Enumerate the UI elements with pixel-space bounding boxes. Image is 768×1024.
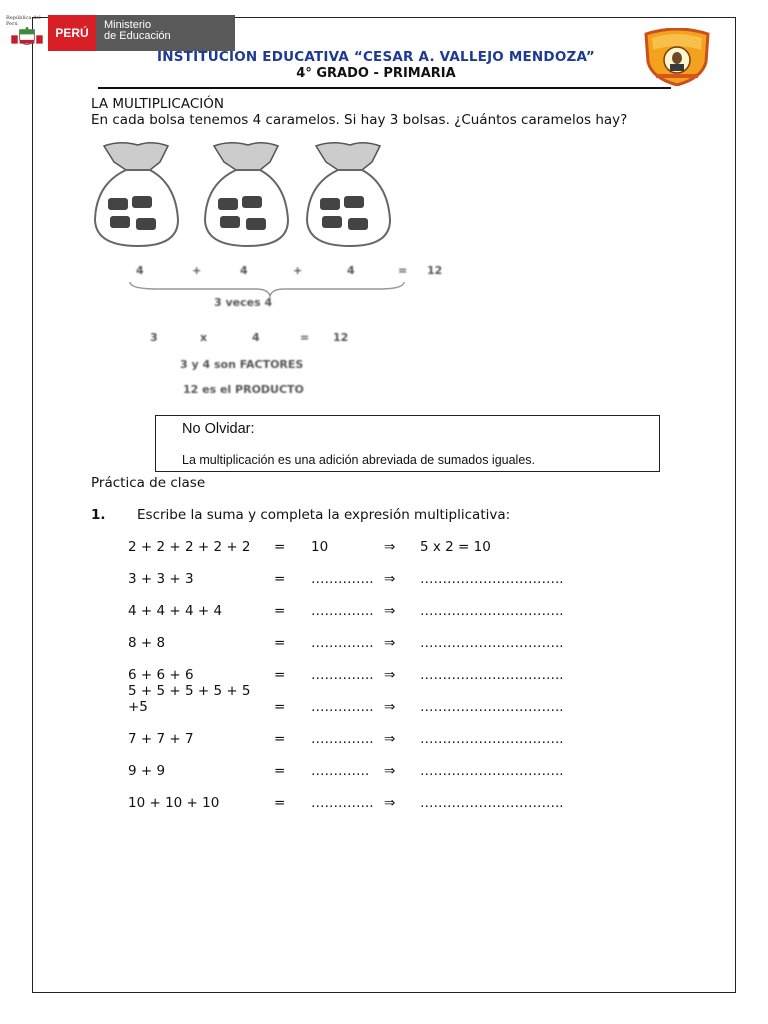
answer-blank[interactable]: ………….. bbox=[311, 699, 374, 715]
factor: 3 bbox=[150, 331, 158, 344]
implies-arrow-icon: ⇒ bbox=[384, 635, 396, 651]
reminder-body: La multiplicación es una adición abreviada de sumados iguales. bbox=[182, 453, 535, 467]
sum-expression: 10 + 10 + 10 bbox=[128, 795, 220, 811]
implies-arrow-icon: ⇒ bbox=[384, 539, 396, 555]
sum-expression: 9 + 9 bbox=[128, 763, 166, 779]
exercise-row bbox=[0, 795, 768, 815]
product-expression: 5 x 2 = 10 bbox=[420, 539, 491, 555]
answer-blank[interactable]: …………. bbox=[311, 763, 370, 779]
ministry-line-1: Ministerio bbox=[104, 19, 152, 31]
sum-result: 10 bbox=[311, 539, 329, 555]
equals-sign: = bbox=[274, 539, 286, 555]
ministry-logo bbox=[6, 15, 235, 51]
product-note: 12 es el PRODUCTO bbox=[183, 383, 304, 396]
exercise-row bbox=[0, 699, 768, 719]
peru-label: PERÚ bbox=[48, 15, 96, 51]
sum-term: 4 bbox=[136, 264, 144, 277]
sum-expression-continued: +5 bbox=[128, 699, 148, 715]
exercise-row bbox=[0, 603, 768, 623]
answer-blank[interactable]: ………………………….. bbox=[420, 571, 564, 587]
exercise-row bbox=[0, 571, 768, 591]
equals-sign: = bbox=[274, 699, 286, 715]
implies-arrow-icon: ⇒ bbox=[384, 731, 396, 747]
answer-blank[interactable]: ………………………….. bbox=[420, 667, 564, 683]
implies-arrow-icon: ⇒ bbox=[384, 795, 396, 811]
product-value: 12 bbox=[333, 331, 349, 344]
answer-blank[interactable]: ………………………….. bbox=[420, 603, 564, 619]
exercise-row bbox=[0, 635, 768, 655]
problem-statement: En cada bolsa tenemos 4 caramelos. Si hay 3 bolsas. ¿Cuántos caramelos hay? bbox=[91, 112, 628, 128]
equals-sign: = bbox=[274, 795, 286, 811]
exercise-row bbox=[0, 731, 768, 751]
exercise-row bbox=[0, 763, 768, 783]
sum-expression: 3 + 3 + 3 bbox=[128, 571, 194, 587]
sum-term: 4 bbox=[240, 264, 248, 277]
answer-blank[interactable]: ………………………….. bbox=[420, 699, 564, 715]
factors-note: 3 y 4 son FACTORES bbox=[180, 358, 304, 371]
shield-caption: República del Perú bbox=[6, 15, 41, 27]
equals-sign: = bbox=[274, 731, 286, 747]
equals-sign: = bbox=[300, 331, 310, 344]
exercise-number: 1. bbox=[91, 507, 106, 523]
sum-result: 12 bbox=[427, 264, 443, 277]
equals-sign: = bbox=[274, 571, 286, 587]
answer-blank[interactable]: ………….. bbox=[311, 667, 374, 683]
answer-blank[interactable]: ………….. bbox=[311, 571, 374, 587]
plus-sign: + bbox=[192, 264, 202, 277]
equals-sign: = bbox=[274, 603, 286, 619]
ministry-line-2: de Educación bbox=[104, 30, 171, 42]
institution-title: INSTITUCION EDUCATIVA “CESAR A. VALLEJO MENDOZA” bbox=[157, 49, 595, 65]
sum-expression: 8 + 8 bbox=[128, 635, 166, 651]
equals-sign: = bbox=[274, 763, 286, 779]
grade-title: 4° GRADO - PRIMARIA bbox=[296, 66, 456, 81]
answer-blank[interactable]: ………………………….. bbox=[420, 731, 564, 747]
implies-arrow-icon: ⇒ bbox=[384, 603, 396, 619]
coat-of-arms-icon bbox=[6, 15, 48, 51]
brace-label: 3 veces 4 bbox=[214, 296, 273, 309]
sum-expression: 5 + 5 + 5 + 5 + 5 bbox=[128, 683, 251, 699]
answer-blank[interactable]: ………….. bbox=[311, 795, 374, 811]
school-crest-icon bbox=[642, 28, 712, 86]
equals-sign: = bbox=[274, 667, 286, 683]
lesson-title: LA MULTIPLICACIÓN bbox=[91, 96, 224, 112]
implies-arrow-icon: ⇒ bbox=[384, 763, 396, 779]
reminder-title: No Olvidar: bbox=[182, 421, 255, 437]
answer-blank[interactable]: ………….. bbox=[311, 731, 374, 747]
sum-expression: 7 + 7 + 7 bbox=[128, 731, 194, 747]
implies-arrow-icon: ⇒ bbox=[384, 699, 396, 715]
sum-expression: 6 + 6 + 6 bbox=[128, 667, 194, 683]
sum-expression: 4 + 4 + 4 + 4 bbox=[128, 603, 223, 619]
equals-sign: = bbox=[274, 635, 286, 651]
equals-sign: = bbox=[398, 264, 408, 277]
answer-blank[interactable]: ………………………….. bbox=[420, 635, 564, 651]
candy-bag-icon bbox=[302, 140, 397, 252]
answer-blank[interactable]: ………………………….. bbox=[420, 795, 564, 811]
exercise-instruction: Escribe la suma y completa la expresión multiplicativa: bbox=[137, 507, 511, 523]
exercise-row bbox=[0, 539, 768, 559]
header-divider bbox=[98, 87, 671, 89]
implies-arrow-icon: ⇒ bbox=[384, 571, 396, 587]
factor: 4 bbox=[252, 331, 260, 344]
answer-blank[interactable]: ………….. bbox=[311, 603, 374, 619]
practice-heading: Práctica de clase bbox=[91, 475, 206, 491]
ministry-label bbox=[96, 15, 235, 51]
implies-arrow-icon: ⇒ bbox=[384, 667, 396, 683]
times-sign: x bbox=[200, 331, 208, 344]
sum-term: 4 bbox=[347, 264, 355, 277]
candy-bag-icon bbox=[90, 140, 185, 252]
candy-bag-icon bbox=[200, 140, 295, 252]
reminder-box bbox=[155, 415, 660, 472]
answer-blank[interactable]: ………………………….. bbox=[420, 763, 564, 779]
sum-expression: 2 + 2 + 2 + 2 + 2 bbox=[128, 539, 251, 555]
plus-sign: + bbox=[293, 264, 303, 277]
answer-blank[interactable]: ………….. bbox=[311, 635, 374, 651]
